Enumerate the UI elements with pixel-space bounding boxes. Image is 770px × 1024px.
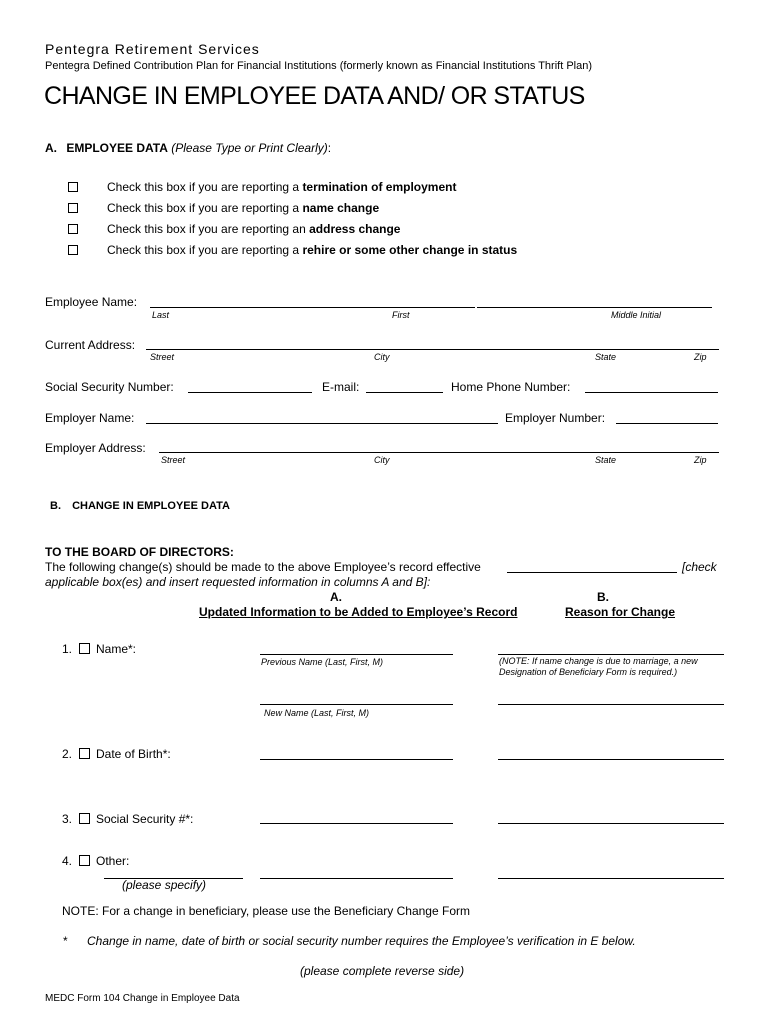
- effective-date-field[interactable]: [507, 572, 677, 573]
- please-specify-caption: (please specify): [122, 878, 207, 892]
- item-number: 1.: [62, 642, 73, 656]
- org-name: Pentegra Retirement Services: [45, 41, 260, 57]
- dob-item-checkbox[interactable]: [79, 748, 90, 759]
- section-b-title: CHANGE IN EMPLOYEE DATA: [72, 500, 230, 512]
- item-number: 3.: [62, 812, 73, 826]
- item-number: 4.: [62, 854, 73, 868]
- name-item-checkbox[interactable]: [79, 643, 90, 654]
- dob-reason-field[interactable]: [498, 759, 724, 760]
- middle-initial-caption: Middle Initial: [611, 310, 662, 320]
- marriage-note-line2: Designation of Beneficiary Form is required.): [499, 667, 678, 677]
- ssn-reason-field[interactable]: [498, 823, 724, 824]
- address-change-checkbox[interactable]: [68, 224, 78, 234]
- name-change-checkbox[interactable]: [68, 203, 78, 213]
- rehire-checkbox[interactable]: [68, 245, 78, 255]
- board-heading: TO THE BOARD OF DIRECTORS:: [45, 545, 234, 559]
- employer-address-label: Employer Address:: [45, 441, 146, 455]
- employee-last-first-field[interactable]: [150, 307, 475, 308]
- first-caption: First: [392, 310, 410, 320]
- other-reason-field[interactable]: [498, 878, 724, 879]
- dob-updated-field[interactable]: [260, 759, 453, 760]
- home-phone-field[interactable]: [585, 392, 718, 393]
- column-b-letter: B.: [597, 590, 609, 604]
- employer-number-field[interactable]: [616, 423, 718, 424]
- zip-caption: Zip: [694, 352, 707, 362]
- section-b-letter: B.: [50, 500, 61, 512]
- applicable-text: applicable box(es) and insert requested information in columns A and B]:: [45, 575, 431, 589]
- section-a-heading: [45, 141, 331, 155]
- other-item-label: Other:: [96, 854, 130, 868]
- page-title: CHANGE IN EMPLOYEE DATA AND/ OR STATUS: [44, 82, 585, 110]
- column-a-heading: Updated Information to be Added to Employee’s Record: [199, 605, 518, 619]
- section-a-colon: :: [327, 141, 332, 155]
- new-name-caption: New Name (Last, First, M): [264, 708, 370, 718]
- previous-name-caption: Previous Name (Last, First, M): [261, 657, 384, 667]
- asterisk-mark: *: [63, 934, 68, 948]
- street-caption: Street: [161, 455, 186, 465]
- marriage-note-line1: (NOTE: If name change is due to marriage, a new: [499, 656, 698, 666]
- rehire-check-label: [107, 243, 517, 257]
- employee-middle-field[interactable]: [477, 307, 712, 308]
- other-item-checkbox[interactable]: [79, 855, 90, 866]
- plan-name: Pentegra Defined Contribution Plan for Financial Institutions (formerly known as Financial Institutions Thrift Plan): [45, 60, 593, 72]
- city-caption: City: [374, 455, 390, 465]
- verification-note: Change in name, date of birth or social security number requires the Employee’s verification in E below.: [87, 934, 636, 948]
- following-text: The following change(s) should be made to the above Employee’s record effective: [45, 560, 481, 574]
- beneficiary-note: NOTE: For a change in beneficiary, please use the Beneficiary Change Form: [62, 904, 470, 918]
- employer-address-field[interactable]: [159, 452, 719, 453]
- section-a-letter: A.: [45, 141, 57, 155]
- form-id: MEDC Form 104 Change in Employee Data: [45, 993, 240, 1004]
- street-caption: Street: [150, 352, 175, 362]
- check-bold: address change: [309, 222, 401, 236]
- check-bold: rehire or some other change in status: [302, 243, 518, 257]
- check-prefix: Check this box if you are reporting a: [107, 201, 303, 215]
- state-caption: State: [595, 455, 617, 465]
- check-bold: name change: [302, 201, 380, 215]
- home-phone-label: Home Phone Number:: [451, 380, 571, 394]
- column-b-heading: Reason for Change: [565, 605, 676, 619]
- last-caption: Last: [152, 310, 170, 320]
- previous-name-field[interactable]: [260, 654, 453, 655]
- check-prefix: Check this box if you are reporting an: [107, 222, 310, 236]
- city-caption: City: [374, 352, 390, 362]
- new-name-field[interactable]: [260, 704, 453, 705]
- ssn-updated-field[interactable]: [260, 823, 453, 824]
- zip-caption: Zip: [694, 455, 707, 465]
- employer-name-field[interactable]: [146, 423, 498, 424]
- ssn-label: Social Security Number:: [45, 380, 174, 394]
- termination-check-label: [107, 180, 456, 194]
- other-updated-field[interactable]: [260, 878, 453, 879]
- current-address-field[interactable]: [146, 349, 719, 350]
- address-change-check-label: [107, 222, 400, 236]
- current-address-label: Current Address:: [45, 338, 136, 352]
- section-a-title: EMPLOYEE DATA: [66, 141, 168, 155]
- check-bold: termination of employment: [302, 180, 457, 194]
- ssn-field[interactable]: [188, 392, 312, 393]
- name-item-label: Name*:: [96, 642, 137, 656]
- termination-checkbox[interactable]: [68, 182, 78, 192]
- name-reason-field-2[interactable]: [498, 704, 724, 705]
- check-prefix: Check this box if you are reporting a: [107, 180, 303, 194]
- ssn-item-checkbox[interactable]: [79, 813, 90, 824]
- column-a-letter: A.: [330, 590, 342, 604]
- state-caption: State: [595, 352, 617, 362]
- employee-name-label: Employee Name:: [45, 295, 138, 309]
- ssn-item-label: Social Security #*:: [96, 812, 194, 826]
- check-tail-text: [check: [682, 560, 717, 574]
- item-number: 2.: [62, 747, 73, 761]
- name-change-check-label: [107, 201, 379, 215]
- check-prefix: Check this box if you are reporting a: [107, 243, 303, 257]
- employer-number-label: Employer Number:: [505, 411, 606, 425]
- reverse-side-note: (please complete reverse side): [300, 964, 465, 978]
- email-label: E-mail:: [322, 380, 360, 394]
- name-reason-field[interactable]: [498, 654, 724, 655]
- section-b-heading: [50, 500, 230, 512]
- employer-name-label: Employer Name:: [45, 411, 135, 425]
- section-a-instruction: (Please Type or Print Clearly): [171, 141, 328, 155]
- email-field[interactable]: [366, 392, 443, 393]
- dob-item-label: Date of Birth*:: [96, 747, 171, 761]
